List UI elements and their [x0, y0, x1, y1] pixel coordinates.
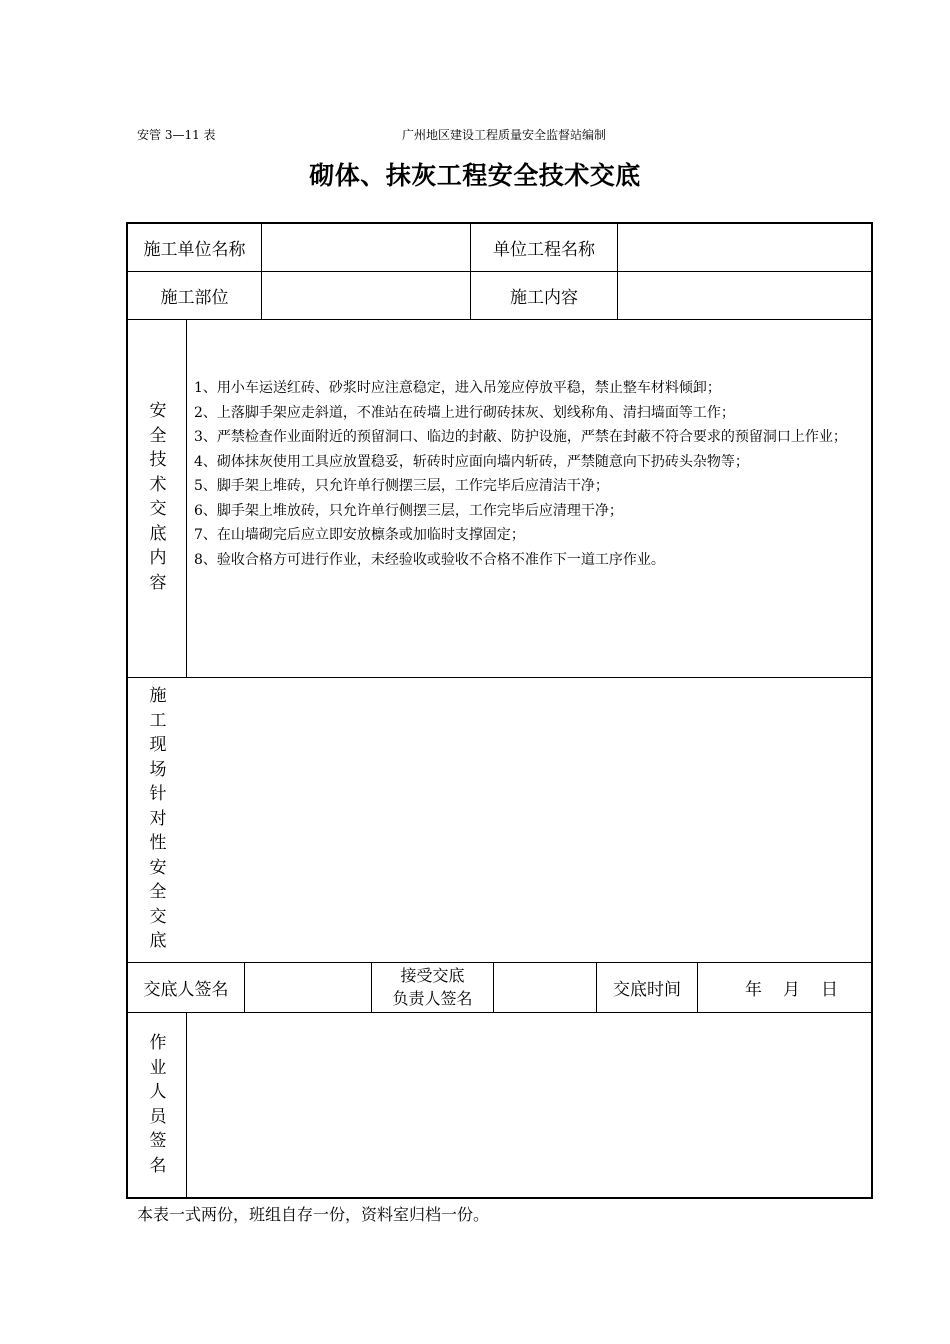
form-code: 安管 3—11 表	[137, 128, 216, 142]
row-divider	[127, 319, 872, 320]
col-divider	[186, 320, 187, 678]
site-safety-label: 施 工 现 场 针 对 性 安 全 交 底	[149, 686, 167, 951]
giver-signature-field[interactable]	[245, 963, 371, 1012]
construction-part-label: 施工部位	[160, 288, 229, 308]
project-name-field[interactable]	[618, 224, 871, 271]
safety-item: 1、用小车运送红砖、砂浆时应注意稳定，进入吊笼应停放平稳，禁止整车材料倾卸；	[194, 380, 721, 396]
safety-item: 5、脚手架上堆砖，只允许单行侧摆三层，工作完毕后应清洁干净；	[194, 478, 609, 494]
footer-note: 本表一式两份，班组自存一份，资料室归档一份。	[137, 1205, 490, 1224]
safety-item: 7、在山墙砌完后应立即安放檩条或加临时支撑固定；	[194, 527, 525, 543]
project-name-label: 单位工程名称	[493, 240, 595, 260]
safety-item: 6、脚手架上堆放砖，只允许单行侧摆三层，工作完毕后应清理干净；	[194, 502, 623, 519]
workers-signature-field[interactable]	[187, 1013, 871, 1197]
construction-part-field[interactable]	[262, 272, 470, 319]
receiver-signature-field[interactable]	[494, 963, 596, 1012]
unit-name-label: 施工单位名称	[143, 240, 246, 260]
handover-time-label: 交底时间	[613, 980, 681, 1000]
page-title: 砌体、抹灰工程安全技术交底	[309, 161, 641, 190]
safety-item: 8、验收合格方可进行作业，未经验收或验收不合格不准作下一道工序作业。	[194, 551, 665, 568]
site-safety-field[interactable]	[128, 678, 871, 962]
issuer-text: 广州地区建设工程质量安全监督站编制	[402, 128, 607, 142]
construction-content-label: 施工内容	[510, 288, 578, 308]
unit-name-field[interactable]	[262, 224, 470, 271]
receiver-signature-label: 接受交底 负责人签名	[392, 966, 473, 1008]
safety-content-label: 安 全 技 术 交 底 内 容	[149, 401, 167, 593]
safety-item: 4、砌体抹灰使用工具应放置稳妥，斩砖时应面向墙内斩砖，严禁随意向下扔砖头杂物等；	[194, 453, 749, 470]
safety-item: 2、上落脚手架应走斜道，不准站在砖墙上进行砌砖抹灰、划线称角、清扫墙面等工作；	[194, 404, 735, 421]
safety-items	[194, 376, 866, 572]
giver-signature-label: 交底人签名	[143, 980, 229, 1000]
col-divider	[697, 963, 698, 1013]
workers-signature-label: 作 业 人 员 签 名	[149, 1033, 167, 1176]
handover-date-field[interactable]: 年 月 日	[745, 980, 840, 1000]
construction-content-field[interactable]	[618, 272, 871, 319]
safety-item: 3、严禁检查作业面附近的预留洞口、临边的封蔽、防护设施，严禁在封蔽不符合要求的预留洞口上作业；	[194, 429, 847, 445]
